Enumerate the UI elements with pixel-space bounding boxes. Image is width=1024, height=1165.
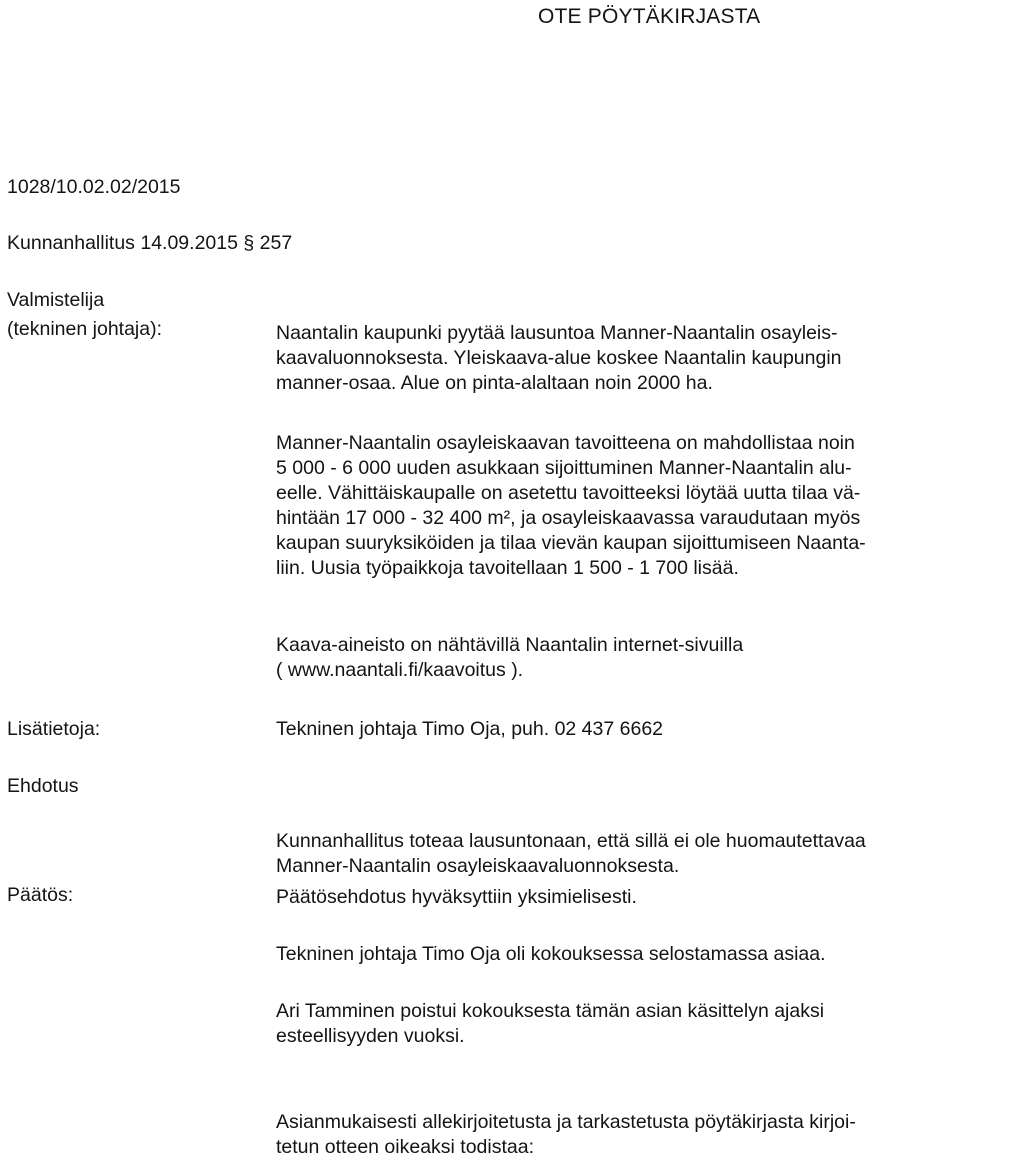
text-line: esteellisyyden vuoksi. (276, 1025, 465, 1047)
text-line: Asianmukaisesti allekirjoitetusta ja tarkastetusta pöytäkirjasta kirjoi- (276, 1111, 856, 1133)
reference-number: 1028/10.02.02/2015 (7, 176, 181, 198)
proposal-text (276, 829, 866, 879)
text-line: Kaava-aineisto on nähtävillä Naantalin internet-sivuilla (276, 634, 744, 656)
text-line: Ari Tamminen poistui kokouksesta tämän asian käsittelyn ajaksi (276, 1000, 825, 1022)
decision-text: Päätösehdotus hyväksyttiin yksimielisesti. (276, 886, 637, 908)
text-line: Manner-Naantalin osayleiskaavaluonnoksesta. (276, 855, 680, 877)
text-line: kaavaluonnoksesta. Yleiskaava-alue koskee Naantalin kaupungin (276, 347, 842, 369)
info-label: Lisätietoja: (7, 718, 101, 740)
text-line: Kunnanhallitus toteaa lausuntonaan, että sillä ei ole huomautettavaa (276, 830, 866, 852)
preparer-label: Valmistelija (7, 289, 105, 311)
preparation-paragraph-2 (276, 431, 866, 581)
preparer-role-label: (tekninen johtaja): (7, 318, 163, 340)
text-line: ( www.naantali.fi/kaavoitus ). (276, 659, 524, 681)
text-line: manner-osaa. Alue on pinta-alaltaan noin 2000 ha. (276, 372, 713, 394)
proposal-label: Ehdotus (7, 775, 79, 797)
text-line: tetun otteen oikeaksi todistaa: (276, 1136, 535, 1158)
text-line: Manner-Naantalin osayleiskaavan tavoitteena on mahdollistaa noin (276, 432, 855, 454)
text-line: eelle. Vähittäiskaupalle on asetettu tavoitteeksi löytää uutta tilaa vä- (276, 482, 861, 504)
text-line: kaupan suuryksiköiden ja tilaa vievän kaupan sijoittumiseen Naanta- (276, 532, 866, 554)
text-line: Naantalin kaupunki pyytää lausuntoa Manner-Naantalin osayleis- (276, 322, 838, 344)
certification-text (276, 1110, 856, 1160)
text-line: liin. Uusia työpaikkoja tavoitellaan 1 500 - 1 700 lisää. (276, 557, 739, 579)
meeting-title: Kunnanhallitus 14.09.2015 § 257 (7, 232, 293, 254)
decision-note-recusal (276, 999, 824, 1049)
decision-note-presenter: Tekninen johtaja Timo Oja oli kokouksessa selostamassa asiaa. (276, 943, 826, 965)
document-header: OTE PÖYTÄKIRJASTA (538, 5, 761, 28)
decision-label: Päätös: (7, 884, 74, 906)
info-text: Tekninen johtaja Timo Oja, puh. 02 437 6662 (276, 718, 664, 740)
text-line: 5 000 - 6 000 uuden asukkaan sijoittuminen Manner-Naantalin alu- (276, 457, 852, 479)
preparation-paragraph-1 (276, 321, 842, 396)
text-line: hintään 17 000 - 32 400 m², ja osayleiskaavassa varaudutaan myös (276, 507, 861, 529)
preparation-paragraph-3 (276, 633, 743, 683)
